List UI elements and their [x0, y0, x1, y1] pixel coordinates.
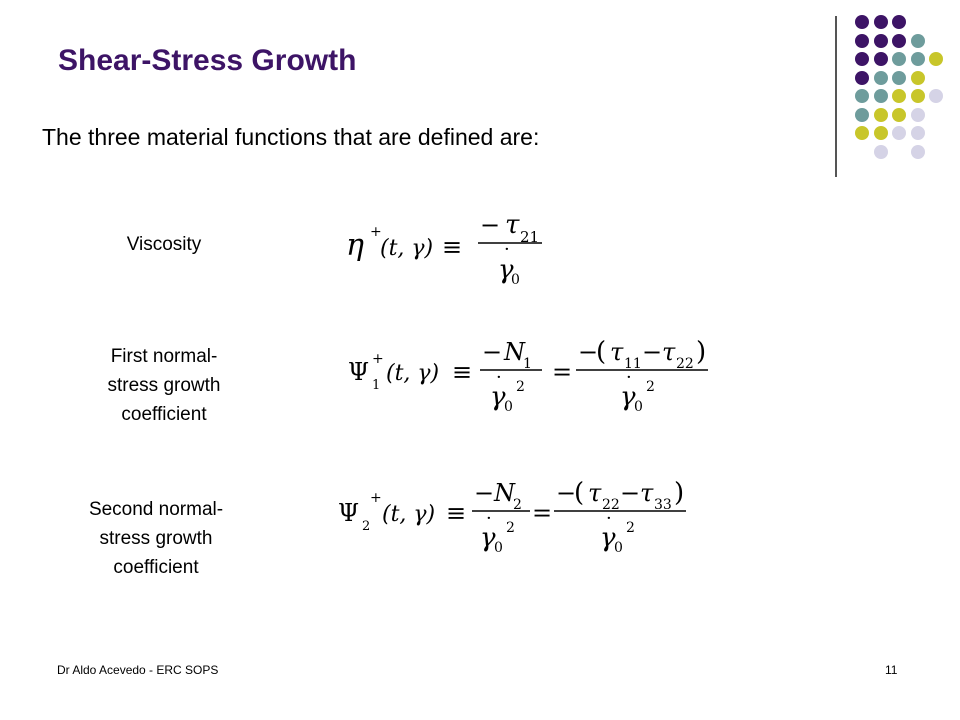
eq-symbol: γ	[490, 382, 506, 412]
eq-symbol: N	[494, 479, 515, 507]
eq-symbol: 1	[523, 356, 532, 372]
decorative-dot	[874, 145, 888, 159]
eq-symbol: (t, γ)	[380, 236, 434, 261]
decorative-dot	[855, 52, 869, 66]
slide-subtitle: The three material functions that are defined are:	[42, 124, 540, 150]
eq-symbol: ·	[504, 239, 510, 260]
label-line: stress growth	[107, 375, 221, 396]
eq-symbol: −	[556, 479, 577, 507]
viscosity-equation	[340, 200, 560, 290]
page-number: 11	[885, 663, 898, 677]
eq-symbol: 22	[602, 497, 620, 513]
decorative-dot	[911, 89, 925, 103]
eq-symbol: 2	[626, 520, 635, 536]
viscosity-label	[64, 230, 264, 259]
decorative-dot	[892, 108, 906, 122]
eq-symbol: 0	[634, 399, 643, 415]
eq-symbol: (	[574, 478, 585, 508]
eq-symbol: 33	[654, 497, 672, 513]
decorative-dot	[892, 89, 906, 103]
label-line: Second normal-	[88, 499, 224, 520]
decorative-dot	[874, 15, 888, 29]
eq-symbol: −	[642, 338, 663, 366]
eq-symbol: γ	[620, 382, 636, 412]
eq-symbol: 2	[362, 519, 371, 534]
decorative-dot	[855, 126, 869, 140]
eq-symbol: 0	[511, 272, 520, 288]
eq-symbol: +	[370, 224, 382, 240]
second-normal-stress-equation	[334, 476, 704, 566]
decorative-dot	[911, 52, 925, 66]
eq-symbol: )	[674, 478, 685, 508]
decorative-dot	[855, 15, 869, 29]
eq-symbol: γ	[498, 255, 514, 285]
eq-symbol: −	[482, 338, 503, 366]
eq-symbol: γ	[480, 523, 496, 553]
decorative-dot	[855, 71, 869, 85]
label-line: coefficient	[113, 557, 199, 578]
eq-symbol: γ	[600, 523, 616, 553]
eq-symbol: =	[552, 358, 573, 386]
eq-symbol: 1	[372, 378, 381, 393]
decorative-dot	[929, 52, 943, 66]
eq-symbol: (	[596, 337, 607, 367]
label-line: First normal-	[110, 346, 218, 367]
eq-symbol: Ψ	[338, 499, 360, 527]
eq-symbol: 2	[506, 520, 515, 536]
decorative-dot	[929, 89, 943, 103]
divider-line	[835, 16, 837, 177]
eq-symbol: ·	[486, 508, 492, 529]
decorative-dot	[892, 71, 906, 85]
label-line: Viscosity	[126, 234, 202, 255]
eq-symbol: ≡	[442, 233, 463, 261]
eq-symbol: Ψ	[348, 358, 370, 386]
first-normal-stress-equation	[344, 335, 724, 425]
eq-symbol: τ	[662, 338, 676, 366]
footer-author: Dr Aldo Acevedo - ERC SOPS	[57, 663, 219, 677]
eq-symbol: (t, γ)	[386, 361, 440, 386]
decorative-dot	[911, 108, 925, 122]
first-normal-stress-label	[64, 342, 264, 429]
eq-symbol: τ	[588, 479, 602, 507]
eq-symbol: −	[480, 211, 501, 239]
eq-symbol: N	[504, 338, 525, 366]
eq-symbol: +	[370, 490, 382, 506]
decorative-dot	[855, 89, 869, 103]
decorative-dot	[874, 108, 888, 122]
eq-symbol: ·	[496, 367, 502, 388]
eq-symbol: −	[620, 479, 641, 507]
eq-symbol: −	[474, 479, 495, 507]
decorative-dot	[874, 126, 888, 140]
decorative-dot	[892, 34, 906, 48]
eq-symbol: 11	[624, 356, 642, 372]
decorative-dot	[911, 126, 925, 140]
second-normal-stress-label	[56, 495, 256, 582]
decorative-dot	[911, 145, 925, 159]
eq-symbol: 0	[614, 540, 623, 556]
eq-symbol: +	[372, 351, 384, 367]
decorative-dot	[855, 34, 869, 48]
decorative-dot	[874, 34, 888, 48]
eq-symbol: ≡	[446, 499, 467, 527]
eq-symbol: 2	[516, 379, 525, 395]
eq-symbol: )	[696, 337, 707, 367]
label-line: stress growth	[99, 528, 213, 549]
label-line: coefficient	[121, 404, 207, 425]
eq-symbol: =	[532, 499, 553, 527]
eq-symbol: 22	[676, 356, 694, 372]
eq-symbol: τ	[610, 338, 624, 366]
eq-symbol: τ	[505, 210, 520, 240]
decorative-dot	[892, 126, 906, 140]
eq-symbol: (t, γ)	[382, 502, 436, 527]
eq-symbol: 0	[494, 540, 503, 556]
decorative-dot	[911, 71, 925, 85]
eq-symbol: τ	[640, 479, 654, 507]
eq-symbol: −	[578, 338, 599, 366]
eq-symbol: 21	[520, 228, 540, 246]
eq-symbol: 2	[513, 497, 522, 513]
decorative-dot	[911, 34, 925, 48]
decorative-dot	[892, 15, 906, 29]
decorative-dot	[855, 108, 869, 122]
slide-title: Shear-Stress Growth	[58, 44, 357, 77]
eq-symbol: ≡	[452, 358, 473, 386]
decorative-dot	[874, 52, 888, 66]
eq-symbol: 0	[504, 399, 513, 415]
eq-symbol: ·	[606, 508, 612, 529]
eq-symbol: η	[346, 228, 364, 263]
eq-symbol: 2	[646, 379, 655, 395]
decorative-dot	[874, 89, 888, 103]
decorative-dot	[892, 52, 906, 66]
decorative-dot	[874, 71, 888, 85]
eq-symbol: ·	[626, 367, 632, 388]
